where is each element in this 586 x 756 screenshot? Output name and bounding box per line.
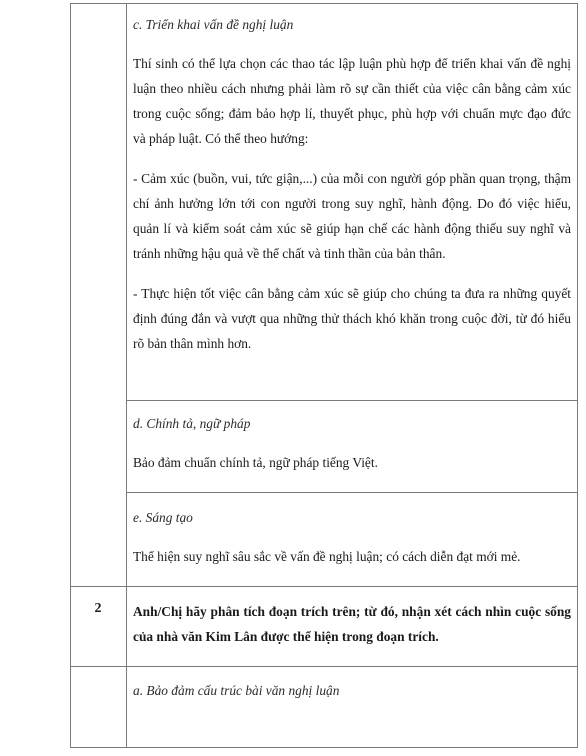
table-border-bottom	[70, 747, 578, 748]
section-e	[133, 505, 571, 569]
section-c-intro: Thí sinh có thể lựa chọn các thao tác lập luận phù hợp để triển khai vấn đề nghị luận theo nhiều cách nhưng phải làm rõ sự cần thiết của việc cân bằng cảm xúc trong cuộc sống; đảm bảo hợp lí, thuyết phục, phù hợp với chuẩn mực đạo đức và pháp luật. Có thể theo hướng:	[133, 56, 571, 146]
section-e-heading: e. Sáng tạo	[133, 510, 193, 525]
section-a	[133, 678, 571, 703]
question-2-text: Anh/Chị hãy phân tích đoạn trích trên; từ đó, nhận xét cách nhìn cuộc sống của nhà văn Kim Lân được thể hiện trong đoạn trích.	[133, 604, 571, 644]
table-border-left	[70, 3, 71, 748]
row-divider-c-d	[126, 400, 578, 401]
row-divider-q2-a	[70, 666, 578, 667]
section-d-heading: d. Chính tả, ngữ pháp	[133, 416, 251, 431]
section-a-heading: a. Bảo đảm cấu trúc bài văn nghị luận	[133, 683, 340, 698]
section-c-point-2: - Thực hiện tốt việc cân bằng cảm xúc sẽ giúp cho chúng ta đưa ra những quyết định đúng đắn và vượt qua những thử thách khó khăn trong cuộc đời, từ đó hiểu rõ bản thân mình hơn.	[133, 286, 571, 351]
section-e-body: Thể hiện suy nghĩ sâu sắc về vấn đề nghị luận; có cách diễn đạt mới mẻ.	[133, 549, 521, 564]
section-d	[133, 411, 571, 475]
section-d-body: Bảo đảm chuẩn chính tả, ngữ pháp tiếng Việt.	[133, 455, 378, 470]
section-c-heading: c. Triển khai vấn đề nghị luận	[133, 17, 294, 32]
table-border-right	[577, 3, 578, 748]
table-border-top	[70, 3, 578, 4]
section-c-point-1: - Cảm xúc (buồn, vui, tức giận,...) của mỗi con người góp phần quan trọng, thậm chí ảnh hưởng lớn tới con người trong suy nghĩ, hành động. Do đó việc hiểu, quản lí và kiểm soát cảm xúc sẽ giúp hạn chế các hành động thiếu suy nghĩ và tránh những hậu quả về thể chất và tinh thần của bản thân.	[133, 171, 571, 261]
question-number: 2	[94, 601, 102, 616]
question-2	[133, 599, 571, 649]
column-divider	[126, 3, 127, 748]
section-c	[133, 12, 571, 356]
row-divider-e-q2	[70, 586, 578, 587]
row-divider-d-e	[126, 492, 578, 493]
